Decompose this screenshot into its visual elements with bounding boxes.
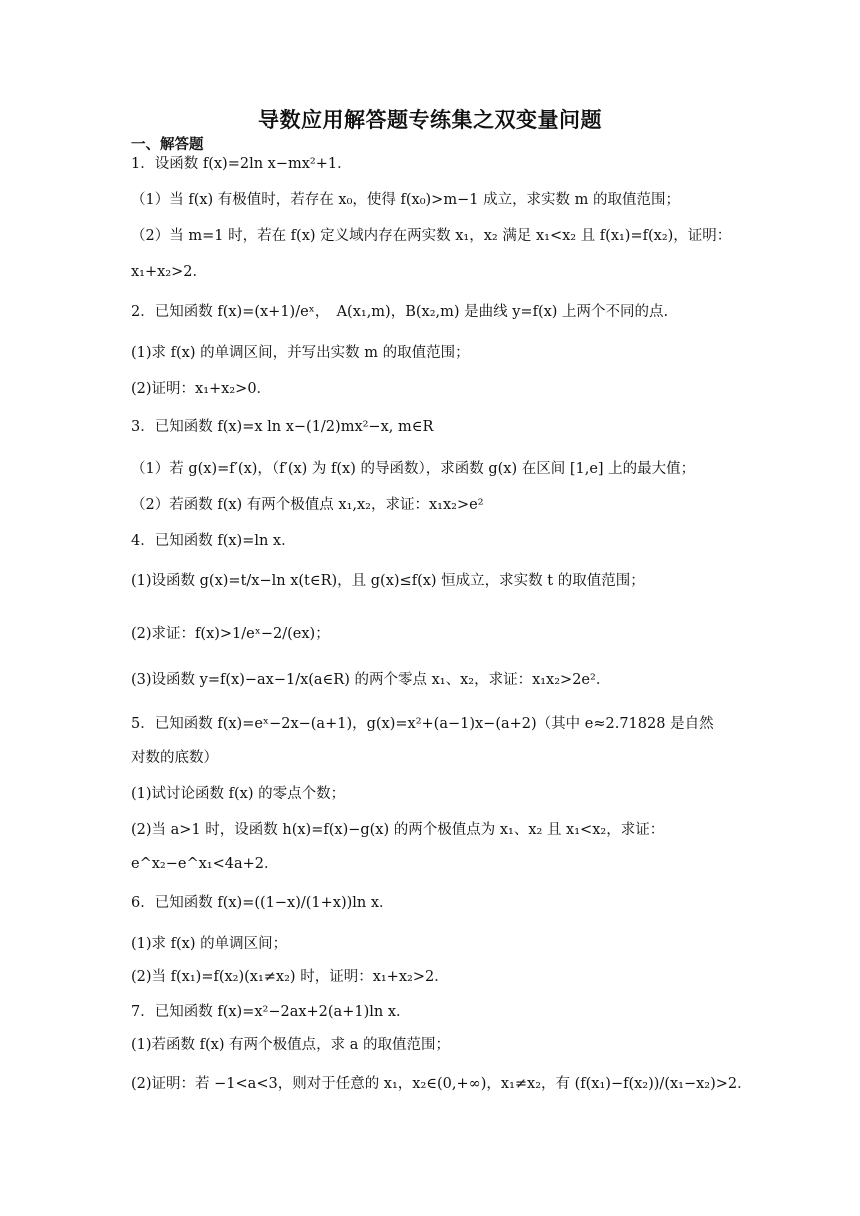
problem-7-statement: 7．已知函数 f(x)=x²−2ax+2(a+1)ln x． [131, 1004, 411, 1020]
document-title: 导数应用解答题专练集之双变量问题 [258, 108, 602, 132]
problem-3-part-1: （1）若 g(x)=f′(x)，（f′(x) 为 f(x) 的导函数），求函数 g(x) 在区间 [1,e] 上的最大值； [131, 461, 696, 477]
problem-3-statement: 3．已知函数 f(x)=x ln x−(1/2)mx²−x, m∈R [131, 419, 434, 435]
problem-4-statement: 4．已知函数 f(x)=ln x． [131, 533, 296, 549]
problem-1-statement: 1．设函数 f(x)=2ln x−mx²+1． [131, 156, 352, 172]
problem-4-part-2: (2)求证：f(x)>1/eˣ−2/(ex)； [131, 626, 330, 642]
problem-1-part-2: （2）当 m=1 时，若在 f(x) 定义域内存在两实数 x₁，x₂ 满足 x₁<x₂ 且 f(x₁)=f(x₂)，证明： [131, 228, 732, 244]
problem-2-statement: 2．已知函数 f(x)=(x+1)/eˣ， A(x₁,m)，B(x₂,m) 是曲线 y=f(x) 上两个不同的点. [131, 304, 669, 320]
problem-5-part-2-cont: e^x₂−e^x₁<4a+2． [131, 856, 279, 872]
problem-5-part-2: (2)当 a>1 时，设函数 h(x)=f(x)−g(x) 的两个极值点为 x₁、x₂ 且 x₁<x₂，求证： [131, 822, 665, 838]
problem-5-statement: 5．已知函数 f(x)=eˣ−2x−(a+1)，g(x)=x²+(a−1)x−(a+2)（其中 e≈2.71828 是自然 [131, 716, 714, 732]
problem-4-part-1: (1)设函数 g(x)=t/x−ln x(t∈R)，且 g(x)≤f(x) 恒成立，求实数 t 的取值范围； [131, 573, 645, 589]
section-heading: 一、解答题 [131, 137, 204, 153]
problem-7-part-1: (1)若函数 f(x) 有两个极值点，求 a 的取值范围； [131, 1037, 450, 1053]
problem-6-statement: 6．已知函数 f(x)=((1−x)/(1+x))ln x． [131, 895, 394, 911]
problem-6-part-1: (1)求 f(x) 的单调区间； [131, 936, 288, 952]
problem-2-part-1: (1)求 f(x) 的单调区间，并写出实数 m 的取值范围； [131, 345, 470, 361]
problem-4-part-3: (3)设函数 y=f(x)−ax−1/x(a∈R) 的两个零点 x₁、x₂，求证：x₁x₂>2e²． [131, 672, 611, 688]
problem-5-statement-cont: 对数的底数） [131, 750, 218, 766]
problem-6-part-2: (2)当 f(x₁)=f(x₂)(x₁≠x₂) 时，证明：x₁+x₂>2． [131, 969, 449, 985]
problem-2-part-2: (2)证明：x₁+x₂>0． [131, 381, 272, 397]
problem-1-part-1: （1）当 f(x) 有极值时，若存在 x₀，使得 f(x₀)>m−1 成立，求实数 m 的取值范围； [131, 192, 681, 208]
problem-1-part-2-cont: x₁+x₂>2． [131, 264, 208, 280]
problem-3-part-2: （2）若函数 f(x) 有两个极值点 x₁,x₂，求证：x₁x₂>e² [131, 497, 484, 513]
problem-7-part-2: (2)证明：若 −1<a<3，则对于任意的 x₁，x₂∈(0,+∞)，x₁≠x₂，有 (f(x₁)−f(x₂))/(x₁−x₂)>2． [131, 1076, 752, 1092]
problem-5-part-1: (1)试讨论函数 f(x) 的零点个数； [131, 786, 346, 802]
